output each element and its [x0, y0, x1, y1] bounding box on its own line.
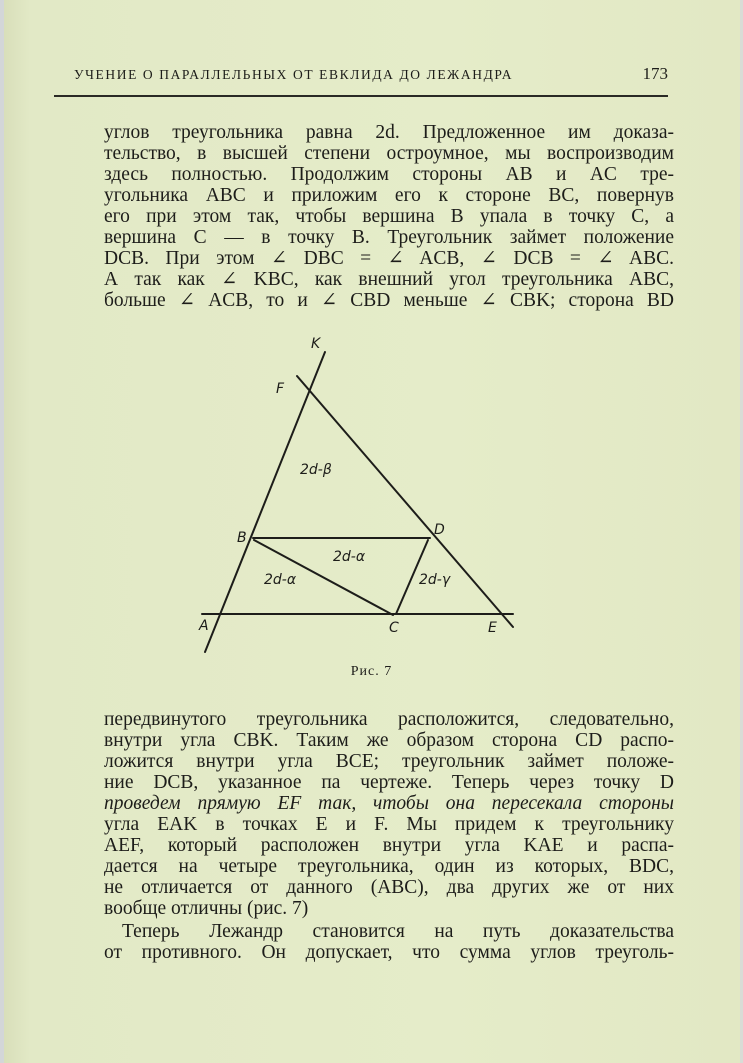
page-left-edge: [0, 0, 4, 1063]
point-label-c: C: [389, 620, 399, 636]
text-line: вообще отличны (рис. 7): [104, 898, 309, 919]
text-line: передвинутого треугольника расположится, следовательно,: [104, 709, 674, 730]
angle-label-left: 2d-α: [264, 572, 297, 588]
point-label-a: A: [199, 618, 209, 634]
angle-label-middle: 2d-α: [333, 549, 366, 565]
text-line: дается на четыре треугольника, один из которых, BDC,: [104, 856, 674, 877]
text-line: от противного. Он допускает, что сумма углов треуголь-: [104, 942, 674, 963]
paragraph-3: [104, 921, 674, 963]
text-line: его при этом так, чтобы вершина B упала в точку C, а: [104, 206, 674, 227]
text-line: не отличается от данного (ABC), два других же от них: [104, 877, 674, 898]
figure-caption: Рис. 7: [350, 664, 393, 679]
text-line: вершина C — в точку B. Треугольник займет положение: [104, 227, 674, 248]
point-label-e: E: [488, 620, 497, 636]
angle-label-top: 2d-β: [300, 462, 332, 478]
page-number: 173: [642, 64, 668, 83]
paragraph-2: [104, 709, 674, 919]
text-line: Теперь Лежандр становится на путь доказательства: [122, 921, 674, 942]
text-line: больше ∠ ACB, то и ∠ CBD меньше ∠ CBK; сторона BD: [104, 290, 674, 311]
text-line: внутри угла CBK. Таким же образом сторона CD распо-: [104, 730, 674, 751]
text-line: ложится внутри угла BCE; треугольник займет положе-: [104, 751, 674, 772]
running-title: УЧЕНИЕ О ПАРАЛЛЕЛЬНЫХ ОТ ЕВКЛИДА ДО ЛЕЖАНДРА: [74, 67, 514, 82]
text-line: тельство, в высшей степени остроумное, мы воспроизводим: [104, 143, 674, 164]
point-label-k: K: [311, 336, 321, 352]
paragraph-1: [104, 122, 674, 311]
text-line: DCB. При этом ∠ DBC = ∠ ACB, ∠ DCB = ∠ ABC.: [104, 248, 674, 269]
angle-label-right: 2d-γ: [419, 572, 451, 588]
text-line: угольника ABC и приложим его к стороне BC, повернув: [104, 185, 674, 206]
point-label-f: F: [276, 381, 285, 397]
point-label-b: B: [237, 530, 247, 546]
header-rule: [54, 95, 668, 97]
text-line: А так как ∠ KBC, как внешний угол треугольника ABC,: [104, 269, 674, 290]
text-line: AEF, который расположен внутри угла KAE и распа-: [104, 835, 674, 856]
text-line: проведем прямую EF так, чтобы она пересекала стороны: [104, 793, 674, 814]
text-line: ние DCB, указанное па чертеже. Теперь через точку D: [104, 772, 674, 793]
figure-7-diagram: [190, 330, 530, 660]
text-line: здесь полностью. Продолжим стороны AB и AC тре-: [104, 164, 674, 185]
point-label-d: D: [434, 522, 445, 538]
running-header: [74, 64, 668, 84]
text-line: углов треугольника равна 2d. Предложенное им доказа-: [104, 122, 674, 143]
text-line: угла EAK в точках E и F. Мы придем к треугольнику: [104, 814, 674, 835]
